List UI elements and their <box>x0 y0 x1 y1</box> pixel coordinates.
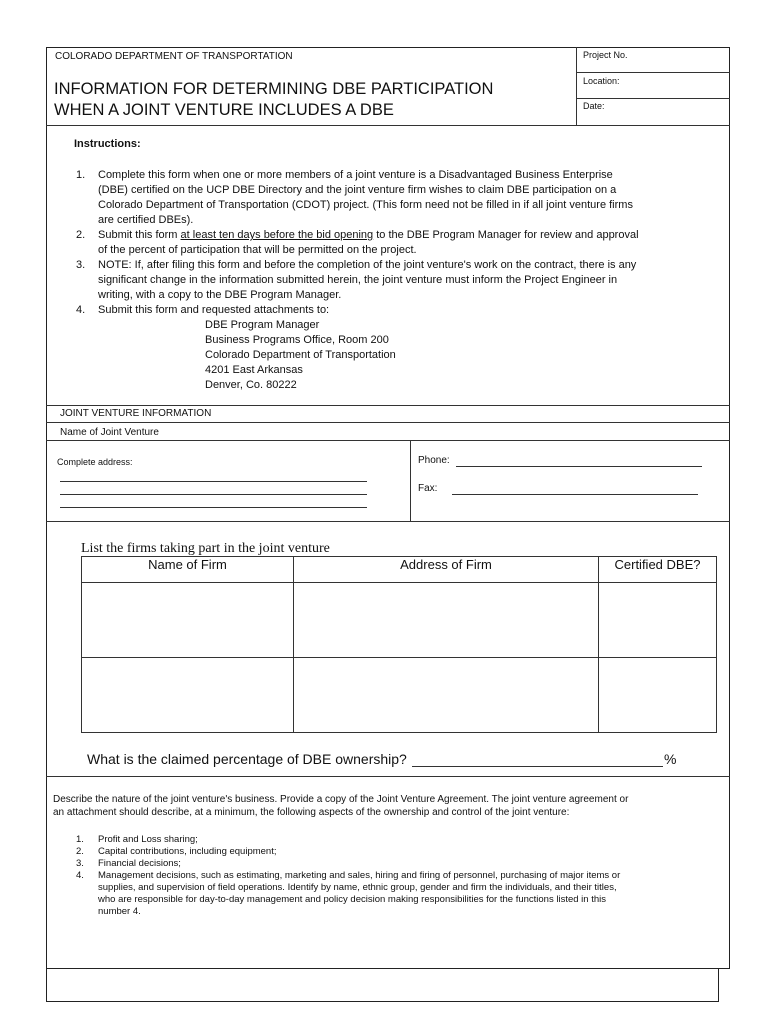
instruction-line: of the percent of participation that will be permitted on the project. <box>98 244 417 256</box>
instruction-line: significant change in the information submitted herein, the joint venture must inform the Project Engineer in <box>98 274 618 286</box>
nature-line: Financial decisions; <box>98 858 181 869</box>
nature-item <box>76 870 723 918</box>
nature-item <box>76 846 723 858</box>
deadline-emphasis: at least ten days before the bid opening <box>180 229 374 241</box>
item-number: 3. <box>76 858 84 869</box>
table-row <box>82 583 717 658</box>
item-number: 4. <box>76 870 84 881</box>
header-bottom-rule <box>46 125 730 126</box>
section-rule <box>46 422 730 423</box>
address-line: 4201 East Arkansas <box>205 364 303 376</box>
location-label: Location: <box>583 76 620 86</box>
title-line-2: WHEN A JOINT VENTURE INCLUDES A DBE <box>54 101 394 119</box>
address-input-line[interactable] <box>60 481 367 482</box>
section-rule <box>46 521 730 522</box>
nature-list <box>76 834 723 918</box>
fax-input-line[interactable] <box>452 494 698 495</box>
fax-label: Fax: <box>418 483 438 494</box>
nature-intro-line: Describe the nature of the joint venture's business. Provide a copy of the Joint Venture Agreement. The joint venture agreement or <box>53 794 629 805</box>
instruction-line: Complete this form when one or more members of a joint venture is a Disadvantaged Business Enterprise <box>98 169 613 181</box>
nature-line: Profit and Loss sharing; <box>98 834 198 845</box>
instruction-line: (DBE) certified on the UCP DBE Directory and the joint venture firm wishes to claim DBE participation on a <box>98 184 617 196</box>
text-run: Submit this form <box>98 229 181 241</box>
nature-line: Management decisions, such as estimating, marketing and sales, hiring and firing of personnel, purchasing of major items or <box>98 870 621 881</box>
instruction-item <box>76 168 728 228</box>
item-number: 2. <box>76 846 84 857</box>
nature-line: who are responsible for day-to-day management and policy decision making responsibilities for the functions listed in this <box>98 894 606 905</box>
page-title <box>54 79 493 121</box>
project-no-label: Project No. <box>583 50 628 60</box>
address-line: DBE Program Manager <box>205 319 320 331</box>
title-line-1: INFORMATION FOR DETERMINING DBE PARTICIPATION <box>54 80 494 98</box>
nature-item <box>76 858 723 870</box>
item-number: 1. <box>76 169 86 181</box>
item-number: 4. <box>76 304 86 316</box>
phone-label: Phone: <box>418 455 450 466</box>
firm-name-cell[interactable] <box>82 658 294 733</box>
header-divider <box>576 47 577 126</box>
instruction-item <box>76 228 728 258</box>
footer-box <box>46 968 719 1002</box>
instruction-line: Colorado Department of Transportation (CDOT) project. (This form need not be filled in if all joint venture firms <box>98 199 633 211</box>
certified-dbe-cell[interactable] <box>599 583 717 658</box>
certified-dbe-cell[interactable] <box>599 658 717 733</box>
instruction-line: writing, with a copy to the DBE Program Manager. <box>98 289 342 301</box>
section-rule <box>46 405 730 406</box>
address-line: Business Programs Office, Room 200 <box>205 334 389 346</box>
table-header-row <box>82 557 717 583</box>
percent-sign: % <box>664 751 677 767</box>
nature-intro <box>53 793 723 819</box>
nature-line: supplies, and supervision of field operations. Identify by name, ethnic group, gender and firm the individuals, and their titles, <box>98 882 617 893</box>
instruction-line <box>98 228 728 243</box>
nature-item <box>76 834 723 846</box>
instruction-line: NOTE: If, after filing this form and before the completion of the joint venture's work on the contract, there is any <box>98 259 637 271</box>
address-line: Denver, Co. 80222 <box>205 379 297 391</box>
section-rule <box>46 440 730 441</box>
nature-line: Capital contributions, including equipment; <box>98 846 277 857</box>
instructions-list <box>76 168 728 393</box>
department-name: COLORADO DEPARTMENT OF TRANSPORTATION <box>55 51 293 62</box>
percentage-input-line[interactable] <box>412 766 663 767</box>
jv-name-label[interactable]: Name of Joint Venture <box>60 427 159 438</box>
item-number: 1. <box>76 834 84 845</box>
column-header: Certified DBE? <box>599 557 717 583</box>
firm-name-cell[interactable] <box>82 583 294 658</box>
address-input-line[interactable] <box>60 507 367 508</box>
header-rule <box>576 72 730 73</box>
jv-section-label: JOINT VENTURE INFORMATION <box>60 408 212 419</box>
date-label: Date: <box>583 101 605 111</box>
phone-input-line[interactable] <box>456 466 702 467</box>
item-number: 2. <box>76 229 86 241</box>
percentage-question: What is the claimed percentage of DBE ownership? <box>87 751 407 767</box>
instruction-item <box>76 258 728 303</box>
section-rule <box>46 776 730 777</box>
item-number: 3. <box>76 259 86 271</box>
table-row <box>82 658 717 733</box>
nature-intro-line: an attachment should describe, at a minimum, the following aspects of the ownership and control of the joint venture: <box>53 807 570 818</box>
address-divider <box>410 440 411 521</box>
address-input-line[interactable] <box>60 494 367 495</box>
instructions-heading: Instructions: <box>74 138 141 150</box>
firms-table <box>81 556 717 733</box>
nature-line: number 4. <box>98 906 141 917</box>
mailing-address <box>205 318 728 393</box>
header-rule <box>576 98 730 99</box>
firm-address-cell[interactable] <box>294 658 599 733</box>
instruction-item <box>76 303 728 318</box>
instruction-line: are certified DBEs). <box>98 214 194 226</box>
text-run: to the DBE Program Manager for review and approval <box>373 229 639 241</box>
firm-address-cell[interactable] <box>294 583 599 658</box>
address-label: Complete address: <box>57 457 133 467</box>
column-header: Name of Firm <box>82 557 294 583</box>
address-line: Colorado Department of Transportation <box>205 349 396 361</box>
column-header: Address of Firm <box>294 557 599 583</box>
instruction-line: Submit this form and requested attachments to: <box>98 304 330 316</box>
firms-caption: List the firms taking part in the joint venture <box>81 541 330 556</box>
